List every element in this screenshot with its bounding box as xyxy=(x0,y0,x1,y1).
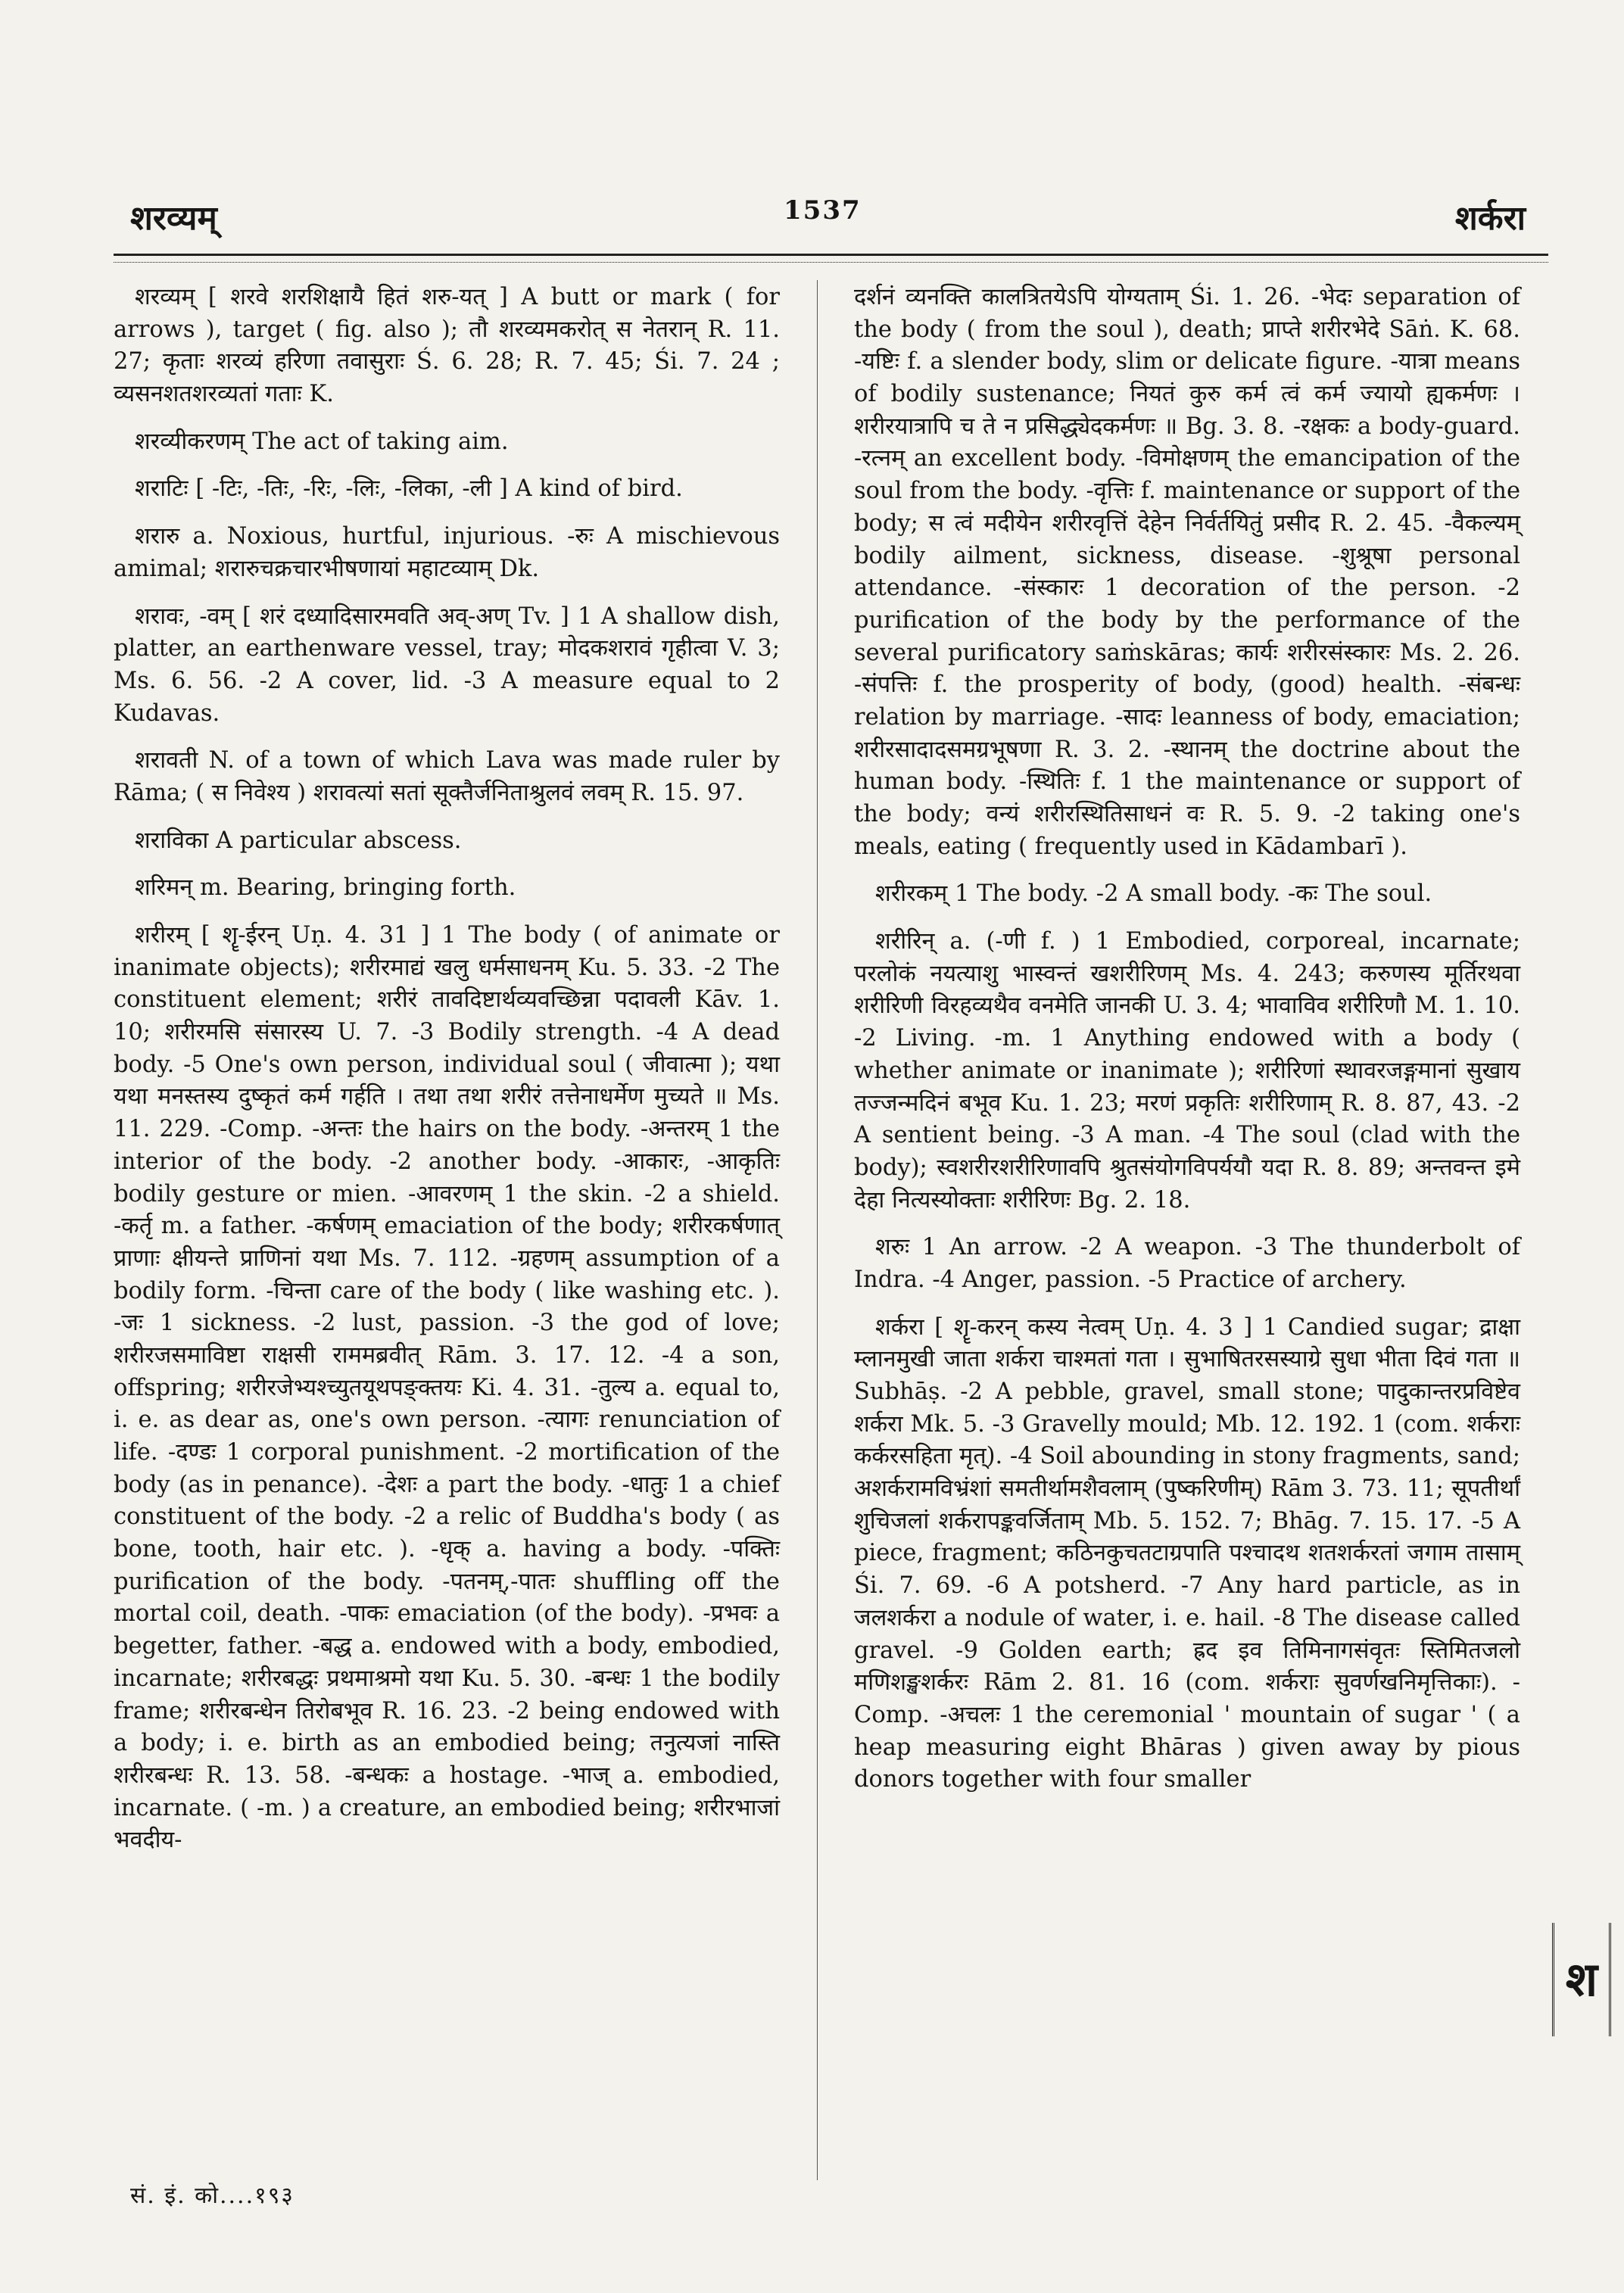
header-rule xyxy=(114,254,1548,256)
signature-footer: सं. इं. को....१९३ xyxy=(130,2182,295,2209)
thumb-index-mark: श xyxy=(1552,1923,1611,2036)
page-number: 1537 xyxy=(784,195,862,226)
entry-sharatih: शराटिः [ -टिः, -तिः, -रिः, -लिः, -लिका, -ली ] A kind of bird. xyxy=(135,475,683,503)
running-head-left: शरव्यम् xyxy=(130,199,217,238)
entry-sharkara: शर्करा [ शॄ-करन् कस्य नेत्वम् Uṇ. 4. 3 ] 1 Candied sugar; द्राक्षा म्लानमुखी जाता शर्करा चाश्मतां गता । सुभाषितरसस्याग्रे सुधा भीता दिवं गता ॥ Subhāṣ. -2 A pebble, gravel, small stone; पादुकान्तरप्रविष्टेव शर्करा Mk. 5. -3 Gravelly mould; Mb. 12. 192. 1 (com. शर्कराः कर्करसहिता मृत्). -4 Soil abounding in stony fragments, sand; अशर्करामविभ्रंशां समतीर्थामशैवलाम् (पुष्करिणीम्) Rām 3. 73. 11; सूपतीर्थां शुचिजलां शर्करापङ्कवर्जिताम् Mb. 5. 152. 7; Bhāg. 7. 15. 17. -5 A piece, fragment; कठिनकुचतटाग्रपाति पश्चादथ शतशर्करतां जगाम तासाम् Śi. 7. 69. -6 A potsherd. -7 Any hard particle, as in जलशर्करा a nodule of water, i. e. hail. -8 The disease called gravel. -9 Golden earth; ह्रद इव तिमिनागसंवृतः स्तिमितजलो मणिशङ्खशर्करः Rām 2. 81. 16 (com. शर्कराः सुवर्णखनिमृत्तिकाः). -Comp. -अचलः 1 the ceremonial ' mountain of sugar ' ( a heap measuring eight Bhāras ) given away by pious donors together with four smaller xyxy=(854,1313,1520,1793)
entry-shariirakam: शरीरकम् 1 The body. -2 A small body. -कः The soul. xyxy=(875,880,1432,908)
running-head-right: शर्करा xyxy=(1454,199,1526,238)
entry-sharavyikaranam: शरव्यीकरणम् The act of taking aim. xyxy=(135,428,509,455)
entry-sharavati: शरावती N. of a town of which Lava was made ruler by Rāma; ( स निवेश्य ) शरावत्यां सतां सूक्तैर्जनिताश्रुलवं लवम् R. 15. 97. xyxy=(114,747,780,806)
entry-shariram-continued: दर्शनं व्यनक्ति कालत्रितयेऽपि योग्यताम् Śi. 1. 26. -भेदः separation of the body ( from the soul ), death; प्राप्ते शरीरभेदे Sāṅ. K. 68. -यष्टिः f. a slender body, slim or delicate figure. -यात्रा means of bodily sustenance; नियतं कुरु कर्म त्वं कर्म ज्यायो ह्यकर्मणः । शरीरयात्रापि च ते न प्रसिद्ध्येदकर्मणः ॥ Bg. 3. 8. -रक्षकः a body-guard. -रत्नम् an excellent body. -विमोक्षणम् the emancipation of the soul from the body. -वृत्तिः f. maintenance or support of the body; स त्वं मदीयेन शरीरवृत्तिं देहेन निर्वर्तयितुं प्रसीद R. 2. 45. -वैकल्यम् bodily ailment, sickness, disease. -शुश्रूषा personal attendance. -संस्कारः 1 decoration of the person. -2 purification of the body by the performance of the several purificatory saṁskāras; कार्यः शरीरसंस्कारः Ms. 2. 26. -संपत्तिः f. the prosperity of body, (good) health. -संबन्धः relation by marriage. -सादः leanness of body, emaciation; शरीरसादादसमग्रभूषणा R. 3. 2. -स्थानम् the doctrine about the human body. -स्थितिः f. 1 the maintenance or support of the body; वन्यं शरीरस्थितिसाधनं वः R. 5. 9. -2 taking one's meals, eating ( frequently used in Kādambarī ). xyxy=(854,284,1520,860)
entry-shariman: शरिमन् m. Bearing, bringing forth. xyxy=(135,874,516,902)
header-dotted-rule xyxy=(114,262,1548,263)
right-column xyxy=(854,282,1520,1812)
entry-sharavyam: शरव्यम् [ शरवे शरशिक्षायै हितं शरु-यत् ] A butt or mark ( for arrows ), target ( fig. also ); तौ शरव्यमकरोत् स नेतरान् R. 11. 27; कृताः शरव्यं हरिणा तवासुराः Ś. 6. 28; R. 7. 45; Śi. 7. 24 ; व्यसनशतशरव्यतां गताः K. xyxy=(114,284,780,408)
entry-shariirin: शरीरिन् a. (-णी f. ) 1 Embodied, corporeal, incarnate; परलोकं नयत्याशु भास्वन्तं खशरीरिणम् Ms. 4. 243; करुणस्य मूर्तिरथवा शरीरिणी विरहव्यथैव वनमेति जानकी U. 3. 4; भावाविव शरीरिणौ M. 1. 10. -2 Living. -m. 1 Anything endowed with a body ( whether animate or inanimate ); शरीरिणां स्थावरजङ्गमानां सुखाय तज्जन्मदिनं बभूव Ku. 1. 23; मरणं प्रकृतिः शरीरिणाम् R. 8. 87, 43. -2 A sentient being. -3 A man. -4 The soul (clad with the body); स्वशरीरशरीरिणावपि श्रुतसंयोगविपर्ययौ यदा R. 8. 89; अन्तवन्त इमे देहा नित्यस्योक्ताः शरीरिणः Bg. 2. 18. xyxy=(854,928,1520,1213)
entry-sharavah: शरावः, -वम् [ शरं दध्यादिसारमवति अव्-अण् Tv. ] 1 A shallow dish, platter, an earthenware vessel, tray; मोदकशरावं गृहीत्वा V. 3; Ms. 6. 56. -2 A cover, lid. -3 A measure equal to 2 Kudavas. xyxy=(114,603,780,727)
left-column xyxy=(114,282,780,1872)
entry-shariram: शरीरम् [ शॄ-ईरन् Uṇ. 4. 31 ] 1 The body ( of animate or inanimate objects); शरीरमाद्यं खलु धर्मसाधनम् Ku. 5. 33. -2 The constituent element; शरीरं तावदिष्टार्थव्यवच्छिन्ना पदावली Kāv. 1. 10; शरीरमसि संसारस्य U. 7. -3 Bodily strength. -4 A dead body. -5 One's own person, individual soul ( जीवात्मा ); यथा यथा मनस्तस्य दुष्कृतं कर्म गर्हति । तथा तथा शरीरं तत्तेनाधर्मेण मुच्यते ॥ Ms. 11. 229. -Comp. -अन्तः the hairs on the body. -अन्तरम् 1 the interior of the body. -2 another body. -आकारः, -आकृतिः bodily gesture or mien. -आवरणम् 1 the skin. -2 a shield. -कर्तृ m. a father. -कर्षणम् emaciation of the body; शरीरकर्षणात् प्राणाः क्षीयन्ते प्राणिनां यथा Ms. 7. 112. -ग्रहणम् assumption of a bodily form. -चिन्ता care of the body ( like washing etc. ). -जः 1 sickness. -2 lust, passion. -3 the god of love; शरीरजसमाविष्टा राक्षसी राममब्रवीत् Rām. 3. 17. 12. -4 a son, offspring; शरीरजेभ्यश्च्युतयूथपङ्क्तयः Ki. 4. 31. -तुल्य a. equal to, i. e. as dear as, one's own person. -त्यागः renunciation of life. -दण्डः 1 corporal punishment. -2 mortification of the body (as in penance). -देशः a part the body. -धातुः 1 a chief constituent of the body. -2 a relic of Buddha's body ( as bone, tooth, hair etc. ). -धृक् a. having a body. -पक्तिः purification of the body. -पतनम्,-पातः shuffling off the mortal coil, death. -पाकः emaciation (of the body). -प्रभवः a begetter, father. -बद्ध a. endowed with a body, embodied, incarnate; शरीरबद्धः प्रथमाश्रमो यथा Ku. 5. 30. -बन्धः 1 the bodily frame; शरीरबन्धेन तिरोबभूव R. 16. 23. -2 being endowed with a body; i. e. birth as an embodied being; तनुत्यजां नास्ति शरीरबन्धः R. 13. 58. -बन्धकः a hostage. -भाज् a. embodied, incarnate. ( -m. ) a creature, an embodied being; शरीरभाजां भवदीय- xyxy=(114,922,780,1854)
entry-sharuh: शरुः 1 An arrow. -2 A weapon. -3 The thunderbolt of Indra. -4 Anger, passion. -5 Practice of archery. xyxy=(854,1234,1520,1293)
entry-shararu: शरारु a. Noxious, hurtful, injurious. -रुः A mischievous amimal; शरारुचक्रचारभीषणायां महाटव्याम् Dk. xyxy=(114,523,780,582)
entry-sharavika: शराविका A particular abscess. xyxy=(135,827,462,854)
column-divider xyxy=(817,280,818,2180)
